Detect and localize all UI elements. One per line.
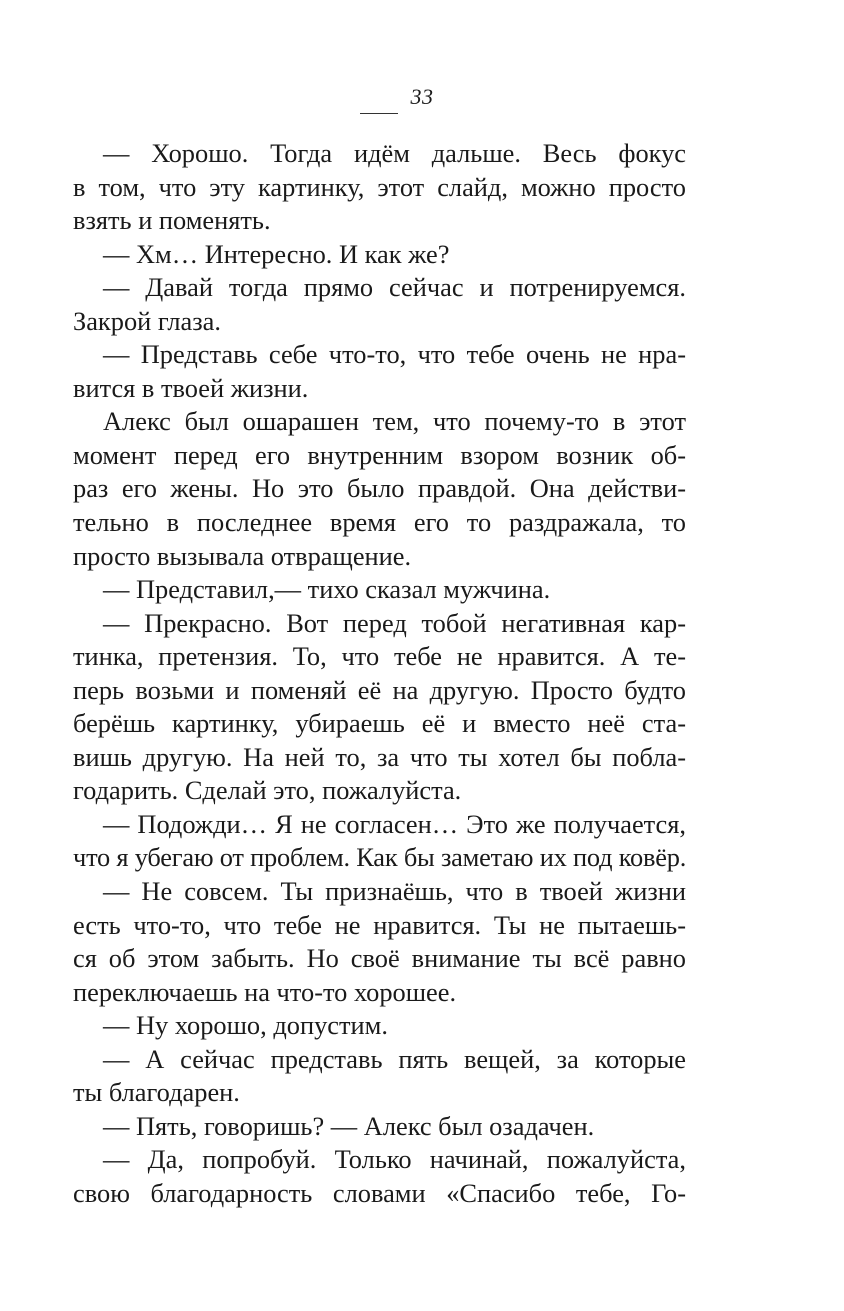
text-line: Алекс был ошарашен тем, что почему-то в этот	[103, 406, 686, 437]
text-line: берёшь картинку, убираешь её и вместо неё ста-	[73, 708, 686, 739]
text-line: — Пять, говоришь? — Алекс был озадачен.	[103, 1110, 595, 1141]
text-line: в том, что эту картинку, этот слайд, можно просто	[73, 171, 686, 202]
text-line: свою благодарность словами «Спасибо тебе, Го-	[73, 1177, 686, 1208]
text-line: — Представь себе что-то, что тебе очень не нра-	[103, 339, 686, 370]
text-line: момент перед его внутренним взором возник об-	[73, 439, 686, 470]
body-text	[73, 137, 686, 1211]
text-line: — Да, попробуй. Только начинай, пожалуйста,	[103, 1144, 686, 1175]
text-line: есть что-то, что тебе не нравится. Ты не пытаешь-	[73, 909, 686, 940]
text-line: тинка, претензия. То, что тебе не нравится. А те-	[73, 641, 686, 672]
text-line: — А сейчас представь пять вещей, за которые	[103, 1043, 686, 1074]
text-line: переключаешь на что-то хорошее.	[73, 976, 457, 1007]
text-line: перь возьми и поменяй её на другую. Просто будто	[73, 674, 686, 705]
text-line: вишь другую. На ней то, за что ты хотел бы побла-	[73, 741, 686, 772]
page-number-rule	[360, 113, 398, 114]
text-line: — Прекрасно. Вот перед тобой негативная кар-	[103, 607, 686, 638]
text-line: Закрой глаза.	[73, 305, 221, 336]
text-line: — Подожди… Я не согласен… Это же получается,	[103, 808, 686, 839]
text-line: — Хм… Интересно. И как же?	[103, 238, 450, 269]
page-number: 33	[410, 84, 434, 109]
text-line: что я убегаю от проблем. Как бы заметаю их под ковёр.	[73, 842, 687, 873]
text-line: — Хорошо. Тогда идём дальше. Весь фокус	[103, 138, 686, 168]
text-line: вится в твоей жизни.	[73, 372, 309, 403]
text-line: годарить. Сделай это, пожалуйста.	[73, 775, 462, 806]
text-line: просто вызывала отвращение.	[73, 540, 412, 571]
text-line: ся об этом забыть. Но своё внимание ты всё равно	[73, 943, 686, 974]
text-line: ты благодарен.	[73, 1077, 240, 1108]
text-line: — Давай тогда прямо сейчас и потренируемся.	[103, 272, 686, 303]
text-line: раз его жены. Но это было правдой. Она действи-	[73, 473, 686, 504]
text-line: — Ну хорошо, допустим.	[103, 1010, 388, 1041]
text-line: — Представил,— тихо сказал мужчина.	[103, 574, 551, 605]
text-line: тельно в последнее время его то раздражала, то	[73, 507, 686, 538]
text-line: взять и поменять.	[73, 205, 271, 236]
text-line: — Не совсем. Ты признаёшь, что в твоей жизни	[103, 876, 686, 907]
